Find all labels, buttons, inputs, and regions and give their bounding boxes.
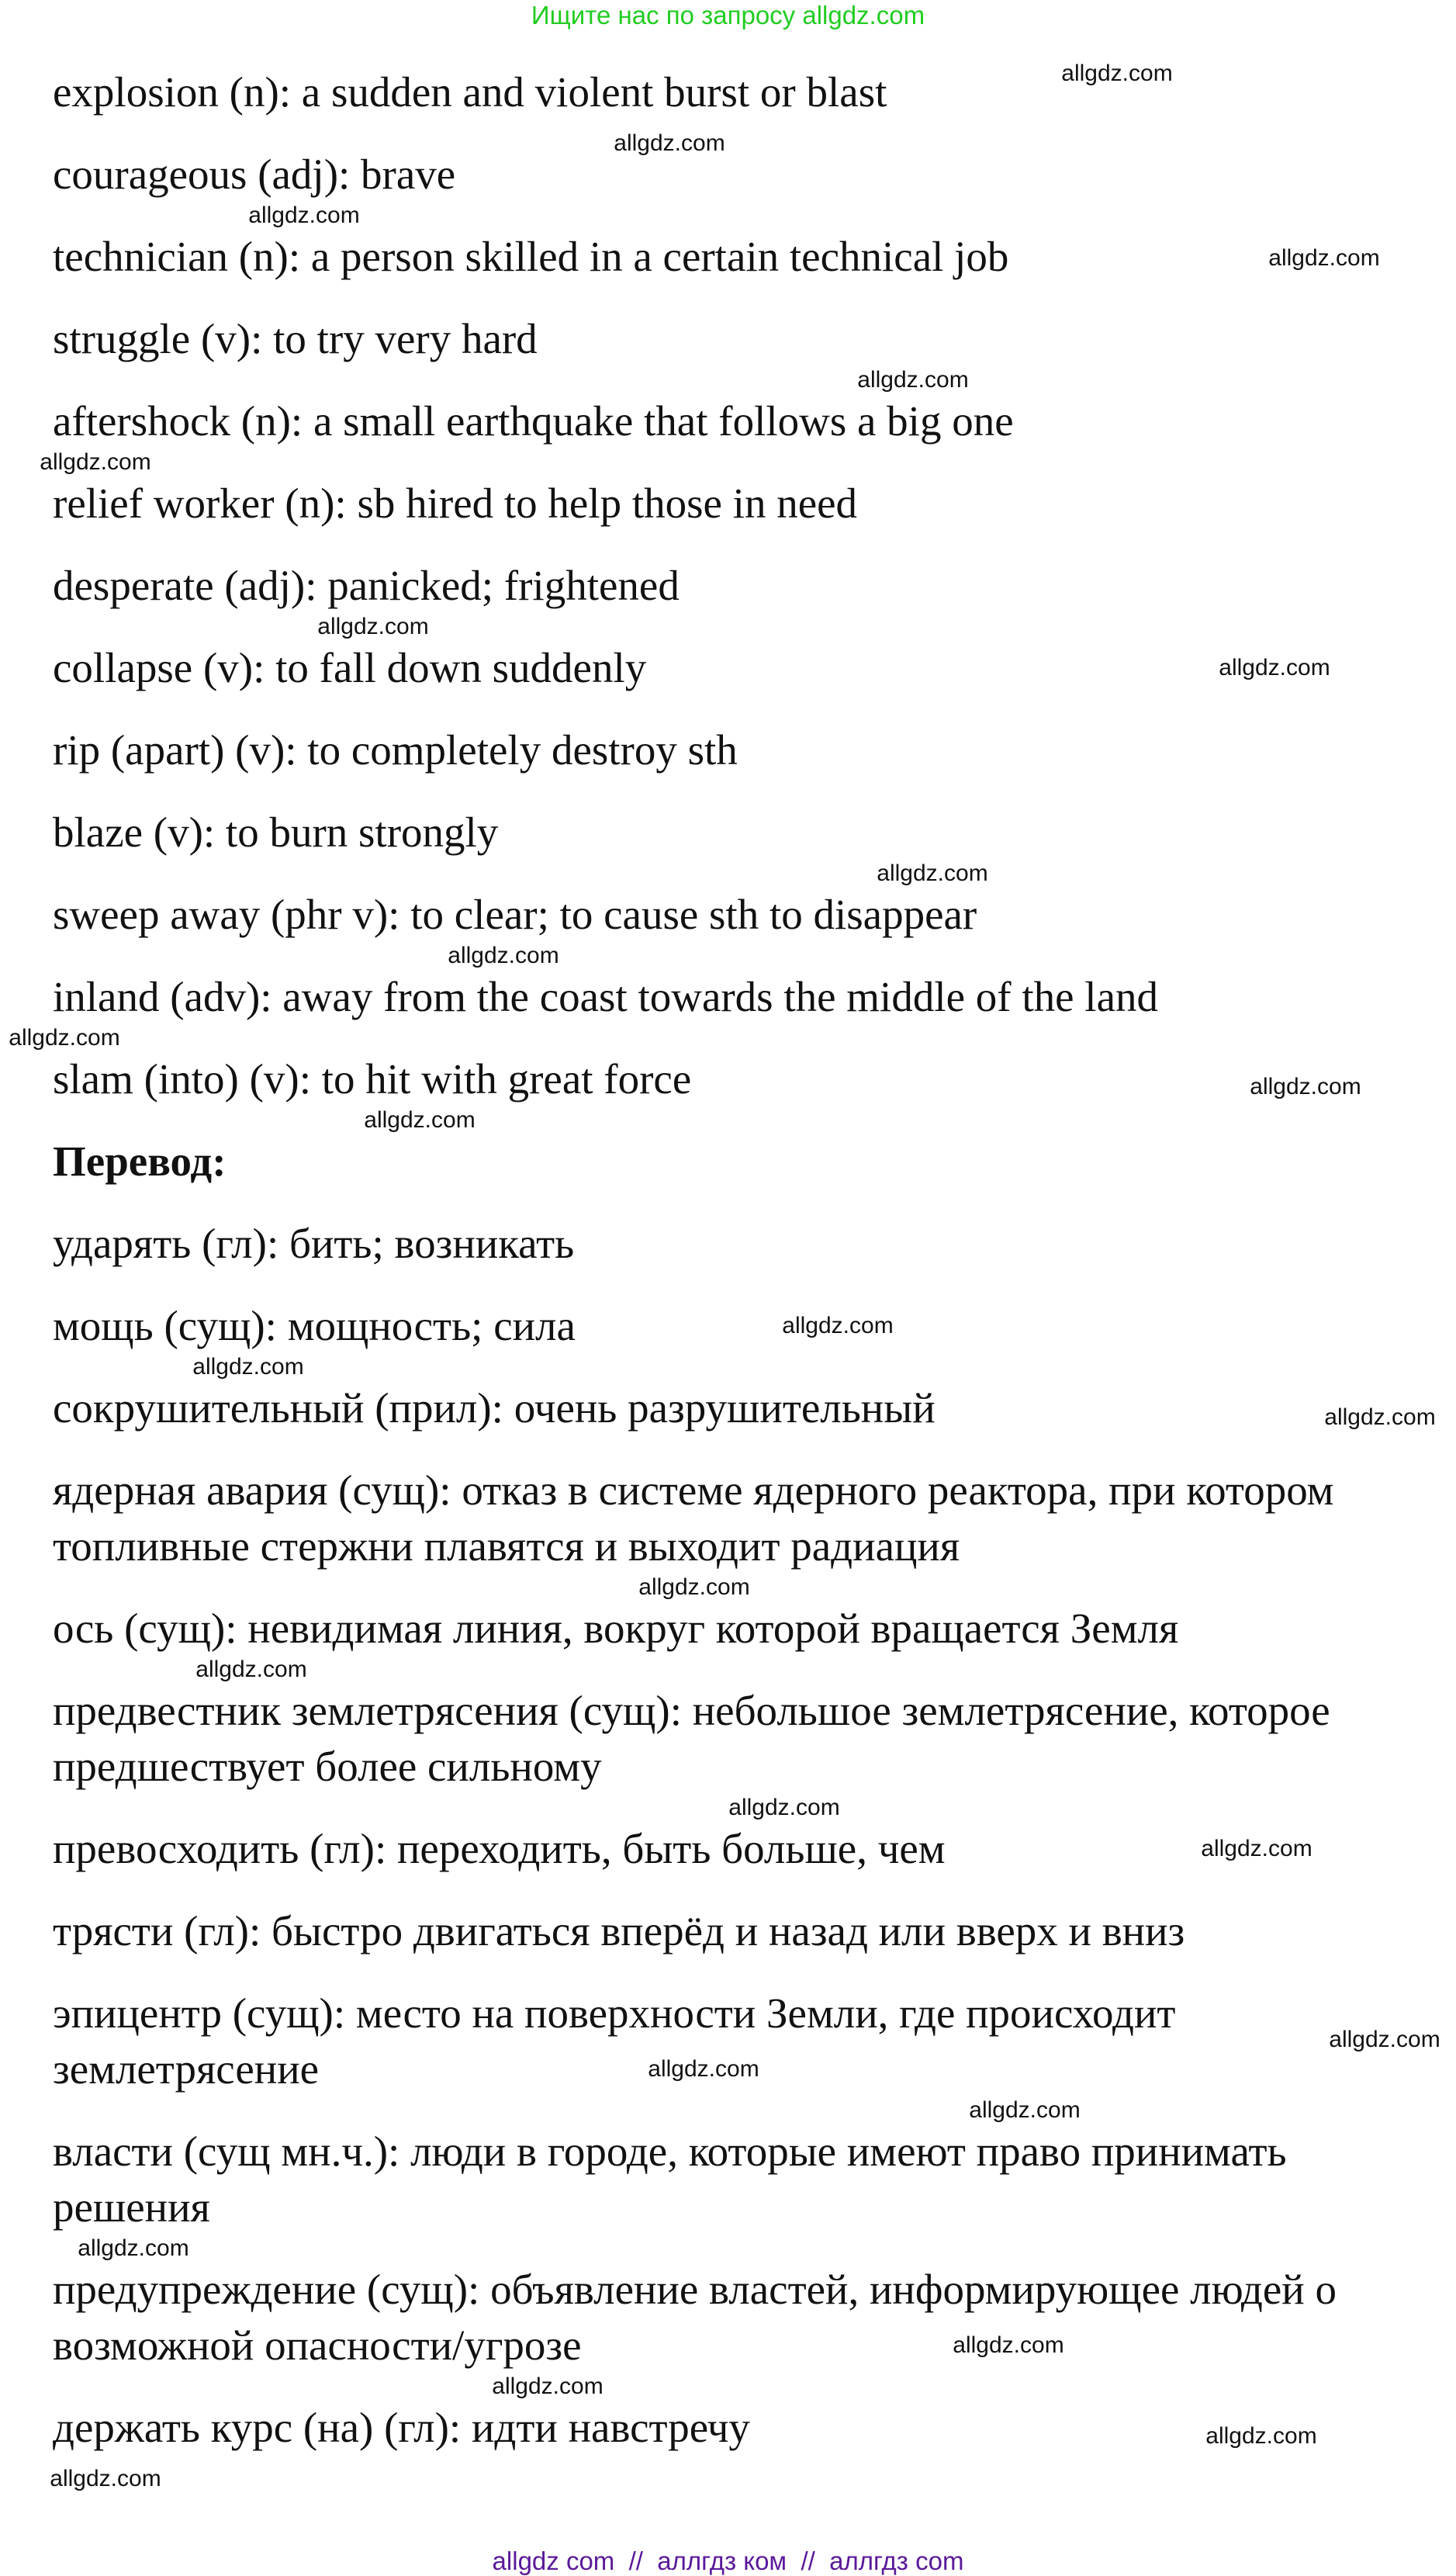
translation-entry: эпицентр (сущ): место на поверхности Земли, где происходит землетрясение (53, 1989, 1176, 2093)
translation-entry: мощь (сущ): мощность; сила (53, 1302, 576, 1349)
watermark: allgdz.com (448, 943, 559, 968)
translation-entry: власти (сущ мн.ч.): люди в городе, которые имеют право принимать решения (53, 2128, 1287, 2231)
watermark: allgdz.com (614, 130, 725, 156)
watermark: allgdz.com (969, 2097, 1081, 2123)
watermark: allgdz.com (953, 2332, 1064, 2358)
watermark: allgdz.com (1329, 2027, 1440, 2052)
watermark: allgdz.com (1250, 1074, 1361, 1099)
translation-entry: трясти (гл): быстро двигаться вперёд и назад или вверх и вниз (53, 1907, 1185, 1955)
watermark: allgdz.com (195, 1657, 307, 1682)
watermark: allgdz.com (1061, 61, 1173, 86)
watermark: allgdz.com (492, 2373, 603, 2399)
vocab-entry: sweep away (phr v): to clear; to cause sth to disappear (53, 891, 977, 938)
vocab-entry: desperate (adj): panicked; frightened (53, 562, 680, 609)
translation-entry: держать курс (на) (гл): идти навстречу (53, 2404, 750, 2451)
vocab-entry: relief worker (n): sb hired to help those in need (53, 480, 858, 527)
translation-entry: предвестник землетрясения (сущ): небольшое землетрясение, которое предшествует более сильному (53, 1687, 1330, 1790)
watermark: allgdz.com (317, 614, 429, 639)
watermark: allgdz.com (40, 449, 151, 475)
watermark: allgdz.com (9, 1025, 120, 1051)
watermark: allgdz.com (1268, 245, 1380, 271)
vocab-entry: rip (apart) (v): to completely destroy sth (53, 726, 738, 774)
footer-links[interactable]: allgdz com // аллгдз ком // аллгдз com (492, 2547, 964, 2575)
watermark: allgdz.com (1219, 655, 1330, 680)
watermark: allgdz.com (857, 367, 969, 393)
watermark: allgdz.com (782, 1313, 894, 1338)
watermark: allgdz.com (78, 2235, 189, 2261)
translation-entry: превосходить (гл): переходить, быть больше, чем (53, 1825, 946, 1872)
top-banner-link[interactable]: Ищите нас по запросу allgdz.com (531, 1, 925, 29)
vocab-entry: struggle (v): to try very hard (53, 315, 538, 362)
translation-heading: Перевод: (53, 1137, 227, 1185)
watermark: allgdz.com (1205, 2423, 1317, 2449)
watermark: allgdz.com (728, 1795, 840, 1820)
vocab-entry: courageous (adj): brave (53, 151, 456, 198)
watermark: allgdz.com (50, 2466, 161, 2491)
translation-entry: предупреждение (сущ): объявление властей, информирующее людей о возможной опасности/угрозе (53, 2266, 1337, 2369)
vocab-entry: explosion (n): a sudden and violent burst or blast (53, 68, 887, 116)
vocab-entry: collapse (v): to fall down suddenly (53, 644, 647, 691)
watermark: allgdz.com (638, 1574, 750, 1600)
watermark: allgdz.com (648, 2056, 759, 2082)
watermark: allgdz.com (364, 1107, 476, 1133)
vocab-entry: blaze (v): to burn strongly (53, 808, 499, 856)
translation-entry: ядерная авария (сущ): отказ в системе ядерного реактора, при котором топливные стержни плавятся и выходит радиация (53, 1466, 1334, 1570)
vocab-entry: aftershock (n): a small earthquake that follows a big one (53, 397, 1014, 445)
watermark: allgdz.com (192, 1354, 304, 1380)
watermark: allgdz.com (248, 203, 360, 228)
vocab-entry: inland (adv): away from the coast towards the middle of the land (53, 973, 1158, 1020)
vocab-entry: technician (n): a person skilled in a certain technical job (53, 233, 1009, 280)
watermark: allgdz.com (877, 860, 988, 886)
translation-entry: ось (сущ): невидимая линия, вокруг которой вращается Земля (53, 1605, 1179, 1652)
watermark: allgdz.com (1201, 1836, 1312, 1861)
translation-entry: ударять (гл): бить; возникать (53, 1220, 575, 1267)
vocabulary-list (53, 64, 1441, 2482)
watermark: allgdz.com (1324, 1404, 1436, 1430)
translation-entry: сокрушительный (прил): очень разрушительный (53, 1384, 936, 1432)
vocab-entry: slam (into) (v): to hit with great force (53, 1055, 692, 1103)
